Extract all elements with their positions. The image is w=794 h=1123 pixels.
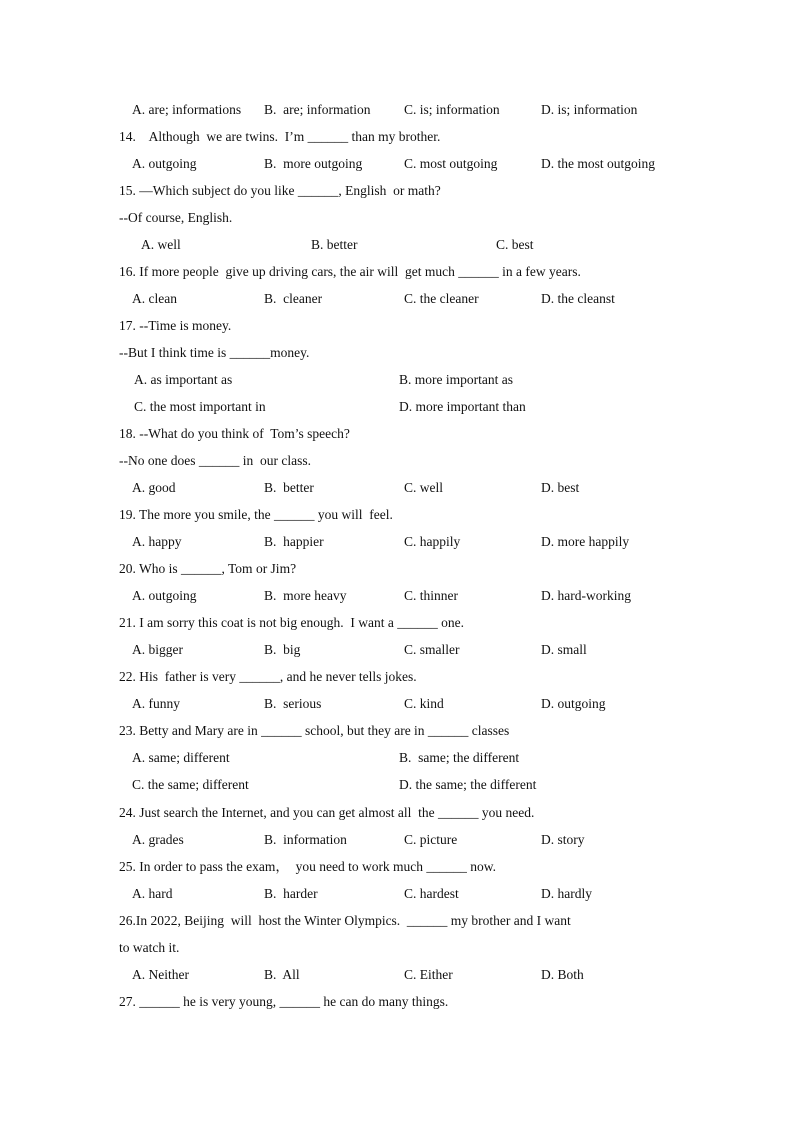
option-22a: A. funny bbox=[132, 696, 180, 711]
option-15b: B. better bbox=[311, 237, 358, 252]
option-26d: D. Both bbox=[541, 967, 584, 982]
question-15: 15. —Which subject do you like ______, English or math? bbox=[119, 183, 441, 198]
question-17: 17. --Time is money. bbox=[119, 318, 232, 333]
option-19d: D. more happily bbox=[541, 534, 630, 549]
question-17-reply: --But I think time is ______money. bbox=[119, 345, 310, 360]
option-18a: A. good bbox=[132, 480, 176, 495]
question-18-reply: --No one does ______ in our class. bbox=[119, 453, 311, 468]
option-26b: B. All bbox=[264, 967, 300, 982]
question-21: 21. I am sorry this coat is not big enough. I want a ______ one. bbox=[119, 615, 464, 630]
option-19a: A. happy bbox=[132, 534, 182, 549]
option-26a: A. Neither bbox=[132, 967, 189, 982]
question-14: 14. Although we are twins. I’m ______ than my brother. bbox=[119, 129, 441, 144]
option-14c: C. most outgoing bbox=[404, 156, 498, 171]
option-14d: D. the most outgoing bbox=[541, 156, 655, 171]
option-13a: A. are; informations bbox=[132, 102, 242, 117]
option-13c: C. is; information bbox=[404, 102, 500, 117]
option-23d: D. the same; the different bbox=[399, 777, 537, 792]
question-24: 24. Just search the Internet, and you can get almost all the ______ you need. bbox=[119, 805, 535, 820]
question-27: 27. ______ he is very young, ______ he can do many things. bbox=[119, 994, 449, 1009]
option-23b: B. same; the different bbox=[399, 750, 520, 765]
option-16b: B. cleaner bbox=[264, 291, 323, 306]
option-14b: B. more outgoing bbox=[264, 156, 363, 171]
option-24c: C. picture bbox=[404, 832, 458, 847]
option-22c: C. kind bbox=[404, 696, 444, 711]
option-19b: B. happier bbox=[264, 534, 324, 549]
option-20c: C. thinner bbox=[404, 588, 458, 603]
option-24b: B. information bbox=[264, 832, 347, 847]
option-17c: C. the most important in bbox=[134, 399, 266, 414]
question-19: 19. The more you smile, the ______ you will feel. bbox=[119, 507, 393, 522]
option-13d: D. is; information bbox=[541, 102, 638, 117]
option-22d: D. outgoing bbox=[541, 696, 606, 711]
question-15-reply: --Of course, English. bbox=[119, 210, 233, 225]
option-20b: B. more heavy bbox=[264, 588, 347, 603]
option-24d: D. story bbox=[541, 832, 585, 847]
option-25d: D. hardly bbox=[541, 886, 592, 901]
option-16d: D. the cleanst bbox=[541, 291, 615, 306]
option-21b: B. big bbox=[264, 642, 301, 657]
question-22: 22. His father is very ______, and he never tells jokes. bbox=[119, 669, 417, 684]
option-17d: D. more important than bbox=[399, 399, 526, 414]
option-16c: C. the cleaner bbox=[404, 291, 479, 306]
option-15c: C. best bbox=[496, 237, 534, 252]
option-18c: C. well bbox=[404, 480, 443, 495]
question-23: 23. Betty and Mary are in ______ school, but they are in ______ classes bbox=[119, 723, 510, 738]
option-21d: D. small bbox=[541, 642, 587, 657]
option-21a: A. bigger bbox=[132, 642, 183, 657]
question-26-cont: to watch it. bbox=[119, 940, 180, 955]
option-16a: A. clean bbox=[132, 291, 177, 306]
option-22b: B. serious bbox=[264, 696, 322, 711]
question-25: 25. In order to pass the exam， you need to work much ______ now. bbox=[119, 859, 497, 874]
option-18d: D. best bbox=[541, 480, 580, 495]
option-25b: B. harder bbox=[264, 886, 318, 901]
option-17a: A. as important as bbox=[134, 372, 233, 387]
question-20: 20. Who is ______, Tom or Jim? bbox=[119, 561, 297, 576]
option-21c: C. smaller bbox=[404, 642, 460, 657]
option-23a: A. same; different bbox=[132, 750, 230, 765]
option-20a: A. outgoing bbox=[132, 588, 197, 603]
option-19c: C. happily bbox=[404, 534, 461, 549]
option-17b: B. more important as bbox=[399, 372, 513, 387]
question-18: 18. --What do you think of Tom’s speech? bbox=[119, 426, 350, 441]
option-25c: C. hardest bbox=[404, 886, 459, 901]
option-18b: B. better bbox=[264, 480, 314, 495]
option-20d: D. hard-working bbox=[541, 588, 631, 603]
option-26c: C. Either bbox=[404, 967, 453, 982]
option-24a: A. grades bbox=[132, 832, 184, 847]
question-26: 26.In 2022, Beijing will host the Winter Olympics. ______ my brother and I want bbox=[119, 913, 571, 928]
option-15a: A. well bbox=[141, 237, 181, 252]
option-14a: A. outgoing bbox=[132, 156, 197, 171]
option-25a: A. hard bbox=[132, 886, 173, 901]
option-23c: C. the same; different bbox=[132, 777, 249, 792]
question-16: 16. If more people give up driving cars, the air will get much ______ in a few years. bbox=[119, 264, 581, 279]
option-13b: B. are; information bbox=[264, 102, 371, 117]
